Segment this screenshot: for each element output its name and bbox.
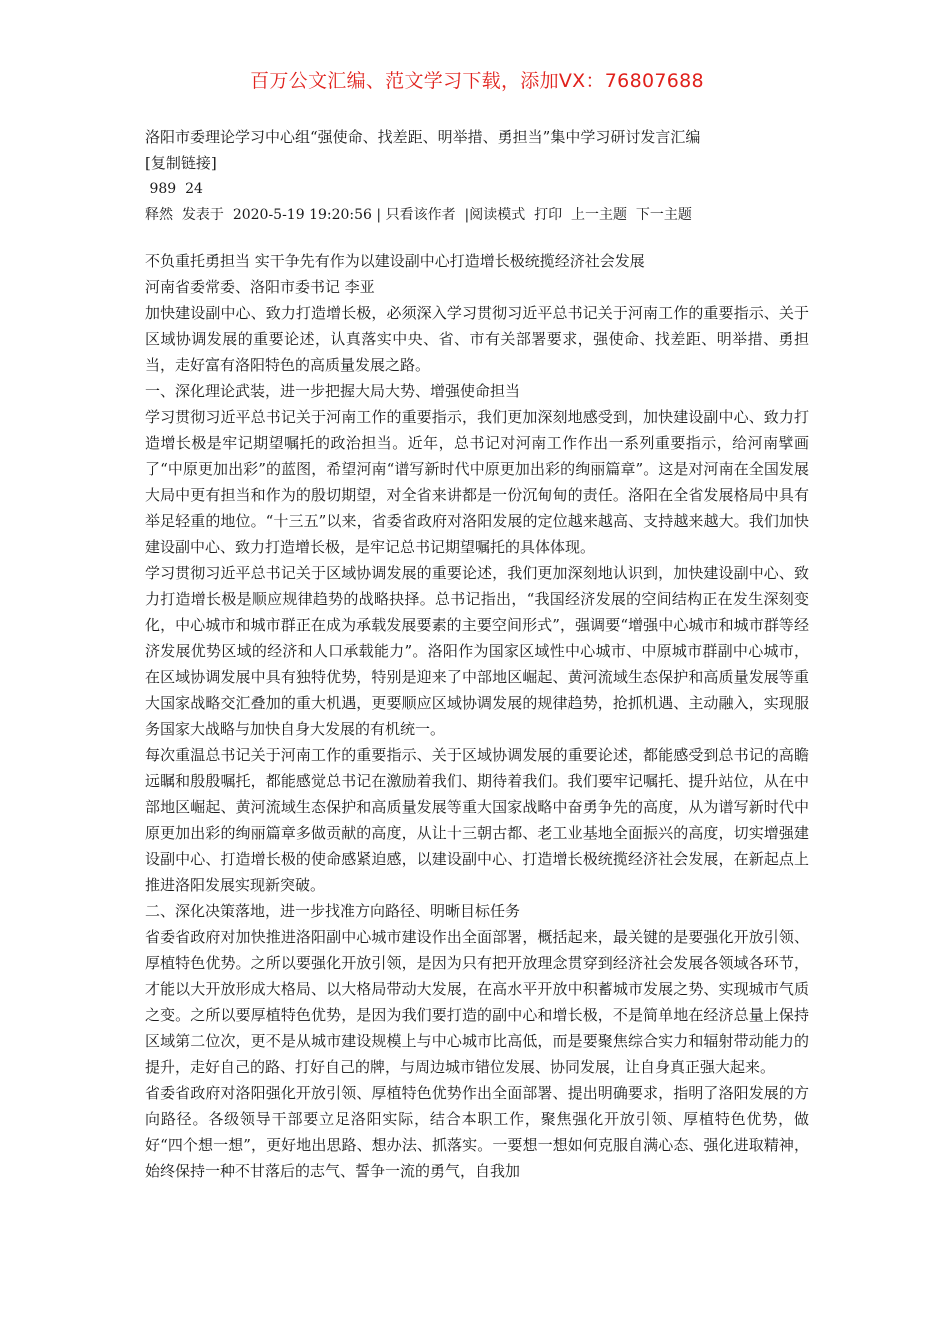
article-headline: 不负重托勇担当 实干争先有作为以建设副中心打造增长极统揽经济社会发展 (145, 252, 645, 270)
meta-separator: | (376, 207, 382, 223)
article-paragraph: 每次重温总书记关于河南工作的重要指示、关于区域协调发展的重要论述，都能感受到总书记的高瞻远瞩和殷殷嘱托，都能感觉总书记在激励着我们、期待着我们。我们要牢记嘱托、提升站位，从在中部地区崛起、黄河流域生态保护和高质量发展等重大国家战略中奋勇争先的高度，从为谱写新时代中原更加出彩的绚丽篇章多做贡献的高度，从让十三朝古都、老工业基地全面振兴的高度，切实增强建设副中心、打造增长极的使命感紧迫感，以建设副中心、打造增长极统揽经济社会发展，在新起点上推进洛阳发展实现新突破。 (145, 746, 809, 894)
view-count: 989 (149, 181, 177, 197)
posted-time: 2020-5-19 19:20:56 (232, 207, 372, 223)
prev-topic-link[interactable]: 上一主题 (571, 207, 628, 223)
article-paragraph: 省委省政府对洛阳强化开放引领、厚植特色优势作出全面部署、提出明确要求，指明了洛阳发展的方向路径。各级领导干部要立足洛阳实际，结合本职工作，聚焦强化开放引领、厚植特色优势，做好“四个想一想”，更好地出思路、想办法、抓落实。一要想一想如何克服自满心态、强化进取精神，始终保持一种不甘落后的志气、誓争一流的勇气，自我加 (145, 1084, 809, 1180)
post-meta-bar (145, 202, 692, 228)
article-paragraph: 学习贯彻习近平总书记关于河南工作的重要指示，我们更加深刻地感受到，加快建设副中心、致力打造增长极是牢记期望嘱托的政治担当。近年，总书记对河南工作作出一系列重要指示，给河南擘画了“中原更加出彩”的蓝图，希望河南“谱写新时代中原更加出彩的绚丽篇章”。这是对河南在全国发展大局中更有担当和作为的殷切期望，对全省来讲都是一份沉甸甸的责任。洛阳在全省发展格局中具有举足轻重的地位。“十三五”以来，省委省政府对洛阳发展的定位越来越高、支持越来越大。我们加快建设副中心、致力打造增长极，是牢记总书记期望嘱托的具体体现。 (145, 408, 809, 556)
print-link[interactable]: 打印 (534, 207, 563, 223)
next-topic-link[interactable]: 下一主题 (635, 207, 692, 223)
article-paragraph: 省委省政府对加快推进洛阳副中心城市建设作出全面部署，概括起来，最关键的是要强化开放引领、厚植特色优势。之所以要强化开放引领，是因为只有把开放理念贯穿到经济社会发展各领域各环节，才能以大开放形成大格局、以大格局带动大发展，在高水平开放中积蓄城市发展之势、实现城市气质之变。之所以要厚植特色优势，是因为我们要打造的副中心和增长极，不是简单地在经济总量上保持区域第二位次，更不是从城市建设规模上与中心城市比高低，而是要聚焦综合实力和辐射带动能力的提升，走好自己的路、打好自己的牌，与周边城市错位发展、协同发展，让自身真正强大起来。 (145, 928, 809, 1076)
copy-link-button[interactable]: [复制链接] (145, 154, 217, 172)
watermark-banner: 百万公文汇编、范文学习下载，添加VX：76807688 (250, 70, 704, 92)
article-paragraph: 学习贯彻习近平总书记关于区域协调发展的重要论述，我们更加深刻地认识到，加快建设副中心、致力打造增长极是顺应规律趋势的战略抉择。总书记指出，“我国经济发展的空间结构正在发生深刻变化，中心城市和城市群正在成为承载发展要素的主要空间形式”，强调要“增强中心城市和城市群等经济发展优势区域的经济和人口承载能力”。洛阳作为国家区域性中心城市、中原城市群副中心城市，在区域协调发展中具有独特优势，特别是迎来了中部地区崛起、黄河流域生态保护和高质量发展等重大国家战略交汇叠加的重大机遇，更要顺应区域协调发展的规律趋势，抢抓机遇、主动融入，实现服务国家大战略与加快自身大发展的有机统一。 (145, 564, 809, 738)
posted-label: 发表于 (181, 207, 224, 223)
post-title-block (145, 124, 809, 176)
article-paragraph: 加快建设副中心、致力打造增长极，必须深入学习贯彻习近平总书记关于河南工作的重要指示、关于区域协调发展的重要论述，认真落实中央、省、市有关部署要求，强使命、找差距、明举措、勇担当，走好富有洛阳特色的高质量发展之路。 (145, 304, 809, 374)
reading-mode-link[interactable]: |阅读模式 (464, 207, 526, 223)
only-author-link[interactable]: 只看该作者 (385, 207, 456, 223)
section-heading: 一、深化理论武装，进一步把握大局大势、增强使命担当 (145, 382, 521, 400)
post-title: 洛阳市委理论学习中心组“强使命、找差距、明举措、勇担当”集中学习研讨发言汇编 (145, 128, 701, 146)
article-byline: 河南省委常委、洛阳市委书记 李亚 (145, 278, 375, 296)
article-body (145, 248, 809, 1184)
author-link[interactable]: 释然 (145, 207, 173, 223)
section-heading: 二、深化决策落地，进一步找准方向路径、明晰目标任务 (145, 902, 521, 920)
post-stats (145, 176, 203, 202)
reply-count: 24 (185, 181, 203, 197)
